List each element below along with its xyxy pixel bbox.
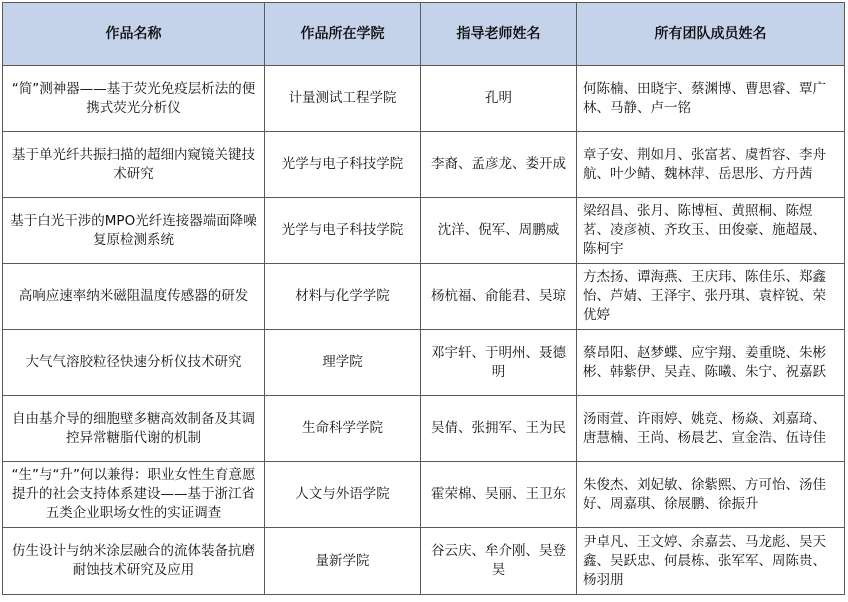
table-header-row bbox=[3, 3, 845, 66]
header-college: 作品所在学院 bbox=[265, 3, 421, 66]
cell-college: 材料与化学学院 bbox=[265, 264, 421, 330]
table-row bbox=[3, 462, 845, 528]
cell-project-name: “简”测神器——基于荧光免疫层析法的便携式荧光分析仪 bbox=[3, 66, 265, 132]
cell-team-members: 何陈楠、田晓宇、蔡渊博、曹思睿、覃广林、马静、卢一铭 bbox=[577, 66, 845, 132]
cell-project-name: “生”与“升”何以兼得：职业女性生育意愿提升的社会支持体系建设——基于浙江省五类企业职场女性的实证调查 bbox=[3, 462, 265, 528]
cell-advisors: 吴倩、张拥军、王为民 bbox=[421, 396, 577, 462]
cell-advisors: 谷云庆、牟介刚、吴登昊 bbox=[421, 528, 577, 595]
cell-team-members: 汤雨萱、许雨婷、姚竞、杨焱、刘嘉琦、唐慧楠、王尚、杨晨艺、宣金浩、伍诗佳 bbox=[577, 396, 845, 462]
cell-advisors: 沈洋、倪军、周鹏威 bbox=[421, 198, 577, 264]
table-row bbox=[3, 528, 845, 595]
cell-college: 光学与电子科技学院 bbox=[265, 132, 421, 198]
cell-project-name: 基于单光纤共振扫描的超细内窥镜关键技术研究 bbox=[3, 132, 265, 198]
awards-table bbox=[2, 2, 845, 595]
header-project-name: 作品名称 bbox=[3, 3, 265, 66]
cell-college: 生命科学学院 bbox=[265, 396, 421, 462]
cell-team-members: 朱俊杰、刘妃敏、徐紫熙、方可怡、汤佳好、周嘉琪、徐展鹏、徐振升 bbox=[577, 462, 845, 528]
cell-college: 人文与外语学院 bbox=[265, 462, 421, 528]
cell-college: 量新学院 bbox=[265, 528, 421, 595]
cell-project-name: 高响应速率纳米磁阻温度传感器的研发 bbox=[3, 264, 265, 330]
cell-team-members: 蔡昂阳、赵梦蝶、应宇翔、姜重晓、朱彬彬、韩紫伊、吴垚、陈曦、朱宁、祝嘉跃 bbox=[577, 330, 845, 396]
table-row bbox=[3, 66, 845, 132]
cell-college: 计量测试工程学院 bbox=[265, 66, 421, 132]
table-row bbox=[3, 264, 845, 330]
cell-advisors: 霍荣棉、吴丽、王卫东 bbox=[421, 462, 577, 528]
cell-project-name: 仿生设计与纳米涂层融合的流体装备抗磨耐蚀技术研究及应用 bbox=[3, 528, 265, 595]
cell-advisors: 邓宇轩、于明州、聂德明 bbox=[421, 330, 577, 396]
cell-advisors: 李裔、孟彦龙、娄开成 bbox=[421, 132, 577, 198]
table-row bbox=[3, 198, 845, 264]
cell-college: 理学院 bbox=[265, 330, 421, 396]
cell-team-members: 尹卓凡、王文婷、余嘉芸、马龙彪、吴天鑫、吴跃忠、何晨栋、张军军、周陈贵、杨羽朋 bbox=[577, 528, 845, 595]
table-row bbox=[3, 330, 845, 396]
table-row bbox=[3, 396, 845, 462]
header-team-members: 所有团队成员姓名 bbox=[577, 3, 845, 66]
cell-college: 光学与电子科技学院 bbox=[265, 198, 421, 264]
cell-team-members: 章子安、荆如月、张富茗、虞哲容、李舟航、叶少鲭、魏林萍、岳思彤、方丹茜 bbox=[577, 132, 845, 198]
cell-advisors: 杨杭福、俞能君、吴琼 bbox=[421, 264, 577, 330]
cell-advisors: 孔明 bbox=[421, 66, 577, 132]
header-advisors: 指导老师姓名 bbox=[421, 3, 577, 66]
cell-project-name: 基于白光干涉的MPO光纤连接器端面降噪复原检测系统 bbox=[3, 198, 265, 264]
cell-team-members: 方杰扬、谭海燕、王庆玮、陈佳乐、郑鑫怡、芦婧、王泽宇、张丹琪、袁梓锐、荣优婷 bbox=[577, 264, 845, 330]
cell-project-name: 大气气溶胶粒径快速分析仪技术研究 bbox=[3, 330, 265, 396]
cell-team-members: 梁绍昌、张月、陈博桓、黄照桐、陈煜茗、凌彦祯、齐玫玉、田俊豪、施超晟、陈柯宇 bbox=[577, 198, 845, 264]
cell-project-name: 自由基介导的细胞壁多糖高效制备及其调控异常糖脂代谢的机制 bbox=[3, 396, 265, 462]
table-row bbox=[3, 132, 845, 198]
